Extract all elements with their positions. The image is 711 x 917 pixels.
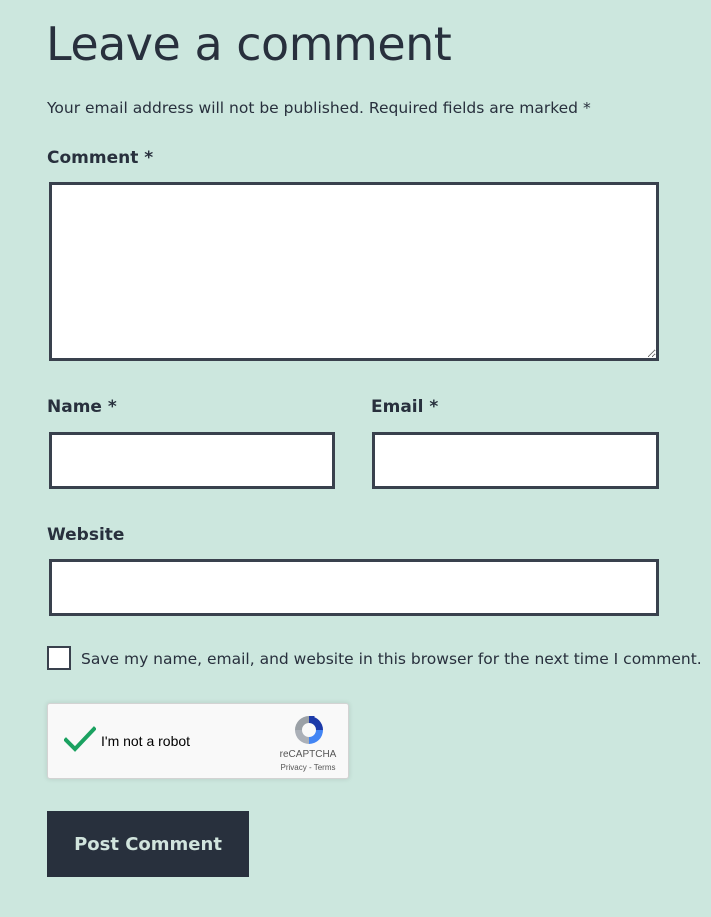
page-title: Leave a comment xyxy=(46,17,452,71)
email-label: Email * xyxy=(371,397,439,417)
recaptcha-links xyxy=(268,763,348,772)
recaptcha-label: I'm not a robot xyxy=(101,733,191,749)
comment-label: Comment * xyxy=(47,148,154,168)
save-info-checkbox[interactable] xyxy=(47,646,71,670)
name-label: Name * xyxy=(47,397,117,417)
comment-textarea[interactable] xyxy=(49,182,659,361)
checkmark-icon[interactable] xyxy=(64,726,96,754)
recaptcha-logo-icon xyxy=(292,713,326,747)
recaptcha-widget xyxy=(47,703,349,779)
website-label: Website xyxy=(47,525,125,545)
recaptcha-terms-link[interactable]: Terms xyxy=(313,763,336,772)
post-comment-button[interactable]: Post Comment xyxy=(47,811,249,877)
recaptcha-link-separator: - xyxy=(306,763,314,772)
website-input[interactable] xyxy=(49,559,659,616)
save-info-label[interactable]: Save my name, email, and website in this browser for the next time I comment. xyxy=(81,650,702,668)
recaptcha-privacy-link[interactable]: Privacy xyxy=(280,763,307,772)
email-input[interactable] xyxy=(372,432,659,489)
recaptcha-brand: reCAPTCHA xyxy=(279,749,337,760)
name-input[interactable] xyxy=(49,432,335,489)
comment-notes: Your email address will not be published. Required fields are marked * xyxy=(47,99,591,117)
